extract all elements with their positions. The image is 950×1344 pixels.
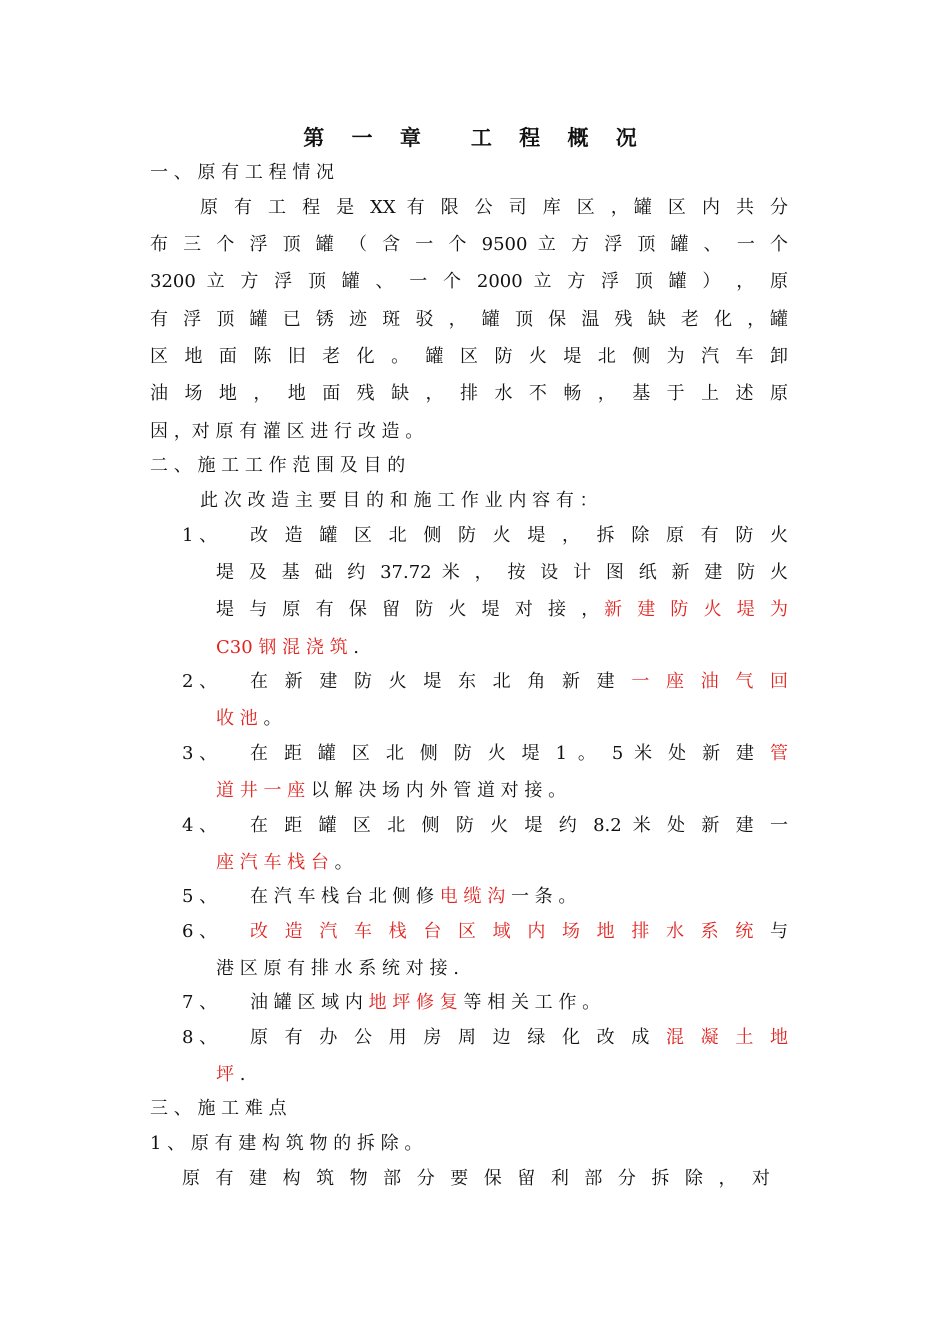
highlight-text: 坪	[216, 1064, 234, 1085]
list-item-line: 港 区 原 有 排 水 系 统 对 接 .	[216, 958, 459, 979]
plain-text: 等 相 关 工 作 。	[457, 992, 601, 1013]
highlight-text: C30 钢 混 浇 筑	[216, 637, 348, 658]
list-item-line	[250, 921, 788, 943]
list-number: 6 、	[182, 921, 218, 942]
paragraph-line: 原 有 建 构 筑 物 部 分 要 保 留 利 部 分 拆 除 ， 对	[182, 1168, 770, 1189]
highlight-text: 地 坪 修 复	[368, 992, 458, 1013]
paragraph-line: 布 三 个 浮 顶 罐 （ 含 一 个 9500 立 方 浮 顶 罐 、 一 个	[150, 234, 789, 255]
paragraph-line: 区 地 面 陈 旧 老 化 。 罐 区 防 火 堤 北 侧 为 汽 车 卸	[150, 346, 788, 367]
list-item-line	[250, 992, 600, 1014]
list-item-line: 改 造 罐 区 北 侧 防 火 堤 ， 拆 除 原 有 防 火	[250, 525, 788, 546]
plain-text: 堤 与 原 有 保 留 防 火 堤 对 接 ，	[216, 599, 604, 620]
list-number: 3 、	[182, 743, 218, 764]
plain-text: .	[234, 1064, 246, 1085]
chapter-name: 工 程 概 况	[470, 125, 647, 150]
plain-text: 一 条 。	[505, 886, 577, 907]
list-number: 5 、	[182, 886, 218, 907]
plain-text: 与	[758, 921, 788, 942]
subsection-heading: 1 、 原 有 建 构 筑 物 的 拆 除 。	[150, 1133, 423, 1154]
plain-text: 。	[328, 852, 353, 873]
paragraph-line: 3200 立 方 浮 顶 罐 、 一 个 2000 立 方 浮 顶 罐 ） ， 原	[150, 271, 788, 292]
list-item-line	[250, 671, 788, 693]
highlight-text: 混 凝 土 地	[665, 1027, 788, 1048]
section-heading-3: 三 、 施 工 难 点	[150, 1098, 287, 1119]
chapter-title	[0, 122, 950, 152]
list-item-line	[250, 886, 576, 908]
plain-text: 以 解 决 场 内 外 管 道 对 接 。	[305, 780, 567, 801]
highlight-text: 新 建 防 火 堤 为	[603, 599, 789, 620]
section-heading-1: 一 、 原 有 工 程 情 况	[150, 162, 335, 183]
plain-text: 油 罐 区 域 内	[250, 992, 369, 1013]
highlight-text: 改 造 汽 车 栈 台 区 域 内 场 地 排 水 系 统	[250, 921, 759, 942]
paragraph-line: 有 浮 顶 罐 已 锈 迹 斑 驳 ， 罐 顶 保 温 残 缺 老 化 ，罐	[150, 309, 788, 330]
section-heading-2: 二 、 施 工 工 作 范 围 及 目 的	[150, 455, 406, 476]
plain-text: 。	[257, 708, 282, 729]
list-item-line: 堤 及 基 础 约 37.72 米 ， 按 设 计 图 纸 新 建 防 火	[216, 562, 788, 583]
list-number: 8 、	[182, 1027, 218, 1048]
list-item-line	[216, 637, 359, 659]
list-number: 4 、	[182, 815, 218, 836]
list-item-line	[250, 1027, 788, 1049]
plain-text: 在 汽 车 栈 台 北 侧 修	[250, 886, 440, 907]
list-number: 7 、	[182, 992, 218, 1013]
paragraph-line: 因 ，对 原 有 灌 区 进 行 改 造 。	[150, 421, 424, 442]
chapter-number: 第 一 章	[303, 125, 431, 150]
list-item-line	[250, 743, 788, 765]
list-item-line	[216, 708, 281, 730]
plain-text: 原 有 办 公 用 房 周 边 绿 化 改 成	[250, 1027, 666, 1048]
list-number: 1 、	[182, 525, 218, 546]
highlight-text: 管	[770, 743, 788, 764]
highlight-text: 电 缆 沟	[439, 886, 506, 907]
plain-text: .	[347, 637, 360, 658]
list-item-line: 在 距 罐 区 北 侧 防 火 堤 约 8.2 米 处 新 建 一	[250, 815, 788, 836]
paragraph-line: 原 有 工 程 是 XX 有 限 公 司 库 区 ，罐 区 内 共 分	[200, 197, 788, 218]
intro-line: 此 次 改 造 主 要 目 的 和 施 工 作 业 内 容 有 ：	[200, 490, 598, 511]
list-item-line	[216, 852, 353, 874]
highlight-text: 道 井 一 座	[216, 780, 306, 801]
paragraph-line: 油 场 地 ， 地 面 残 缺 ， 排 水 不 畅 ， 基 于 上 述 原	[150, 383, 788, 404]
highlight-text: 收 池	[216, 708, 258, 729]
list-number: 2 、	[182, 671, 218, 692]
highlight-text: 一 座 油 气 回	[631, 671, 789, 692]
plain-text: 在 距 罐 区 北 侧 防 火 堤 1 。 5 米 处 新 建	[250, 743, 770, 764]
list-item-line	[216, 1064, 245, 1086]
highlight-text: 座 汽 车 栈 台	[216, 852, 329, 873]
list-item-line	[216, 599, 788, 621]
list-item-line	[216, 780, 566, 802]
plain-text: 在 新 建 防 火 堤 东 北 角 新 建	[250, 671, 632, 692]
